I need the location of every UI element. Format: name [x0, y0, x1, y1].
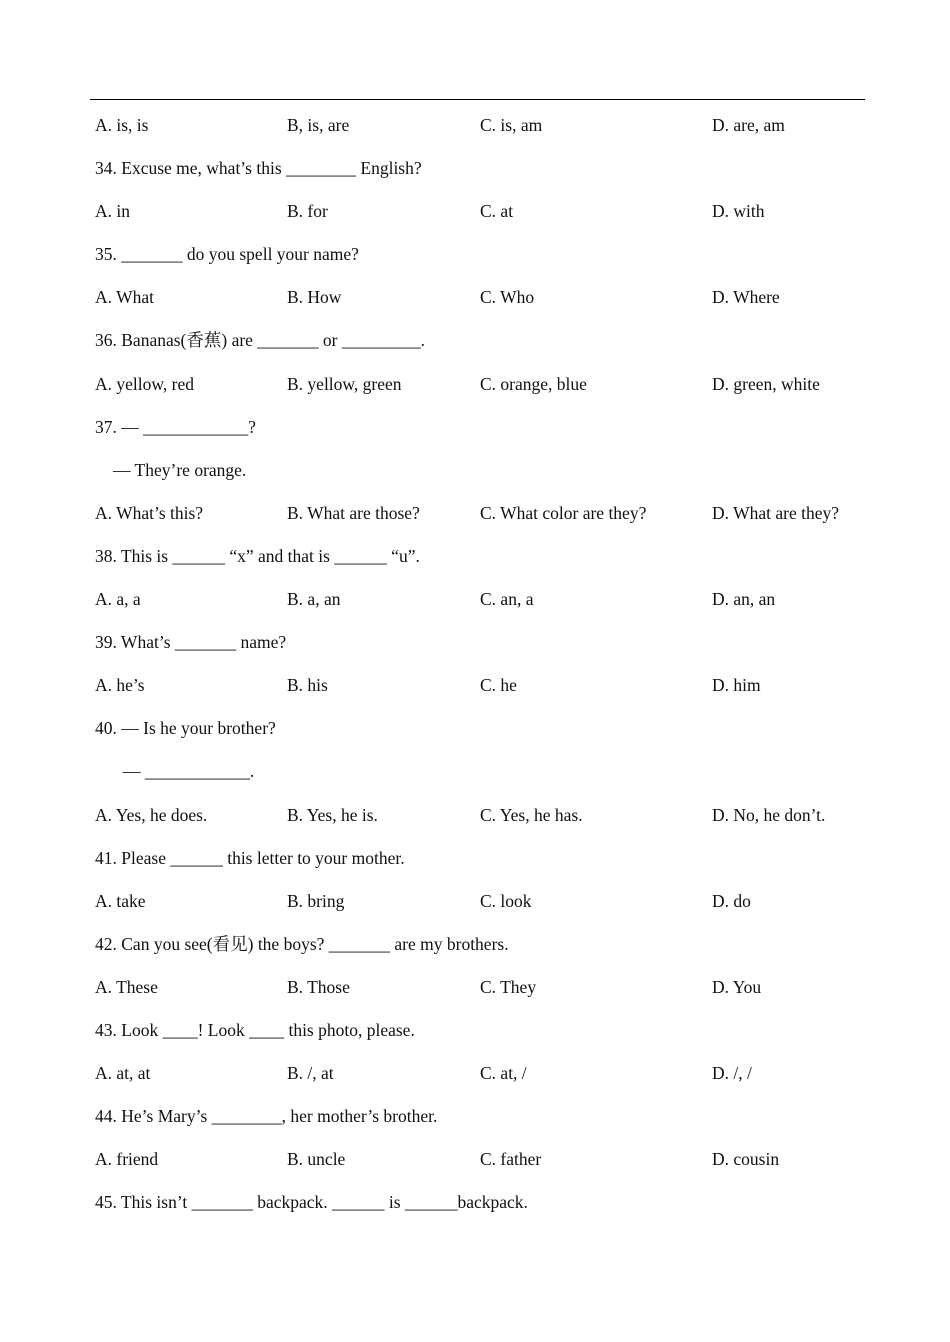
question-text: 40. — Is he your brother?: [95, 718, 276, 739]
answer-option-d: D. green, white: [712, 373, 820, 394]
answer-option-a: A. Yes, he does.: [95, 804, 208, 825]
question-text: 43. Look ____! Look ____ this photo, please.: [95, 1019, 415, 1040]
answer-option-c: C. is, am: [480, 115, 543, 135]
answer-option-d: D. cousin: [712, 1149, 780, 1170]
question-text: 39. What’s _______ name?: [95, 632, 287, 653]
answer-option-b: B. yellow, green: [287, 373, 402, 394]
answer-option-c: C. look: [480, 890, 532, 911]
answer-option-d: D. are, am: [712, 115, 785, 135]
answer-option-a: A. is, is: [95, 115, 149, 135]
answer-option-a: A. in: [95, 201, 130, 222]
answer-option-d: D. an, an: [712, 589, 776, 610]
answer-options-row: [95, 190, 865, 233]
dialogue-line: — They’re orange.: [113, 459, 247, 480]
answer-options-row: [95, 880, 865, 923]
answer-option-a: A. These: [95, 976, 158, 997]
answer-options-row: [95, 966, 865, 1009]
answer-options-row: [95, 1052, 865, 1095]
answer-option-c: C. Who: [480, 287, 535, 308]
answer-options-row: [95, 1138, 865, 1181]
answer-option-d: D. with: [712, 201, 765, 222]
answer-option-a: A. What’s this?: [95, 502, 204, 523]
answer-options-row: [95, 578, 865, 621]
answer-options-row: [95, 492, 865, 535]
question-text: 34. Excuse me, what’s this ________ English?: [95, 158, 422, 179]
question-text: 41. Please ______ this letter to your mother.: [95, 847, 405, 868]
answer-options-row: [95, 664, 865, 707]
question-text: 44. He’s Mary’s ________, her mother’s brother.: [95, 1106, 438, 1127]
answer-option-b: B. /, at: [287, 1063, 334, 1084]
answer-option-b: B. for: [287, 201, 328, 222]
question-text: 45. This isn’t _______ backpack. ______ is ______backpack.: [95, 1192, 528, 1213]
answer-option-c: C. Yes, he has.: [480, 804, 583, 825]
answer-options-row: [95, 104, 865, 147]
answer-option-d: D. No, he don’t.: [712, 804, 826, 825]
answer-option-b: B. bring: [287, 890, 345, 911]
answer-option-d: D. You: [712, 976, 762, 997]
answer-option-b: B. Those: [287, 976, 350, 997]
answer-option-d: D. do: [712, 890, 751, 911]
answer-option-b: B. his: [287, 675, 328, 696]
answer-option-c: C. at: [480, 201, 514, 222]
answer-option-b: B. uncle: [287, 1149, 346, 1170]
question-text: 35. _______ do you spell your name?: [95, 244, 359, 265]
answer-option-d: D. Where: [712, 287, 780, 308]
answer-option-a: A. a, a: [95, 589, 141, 610]
answer-option-d: D. him: [712, 675, 761, 696]
answer-option-c: C. he: [480, 675, 517, 696]
answer-option-a: A. friend: [95, 1149, 159, 1170]
answer-option-a: A. What: [95, 287, 154, 308]
answer-options-row: [95, 276, 865, 319]
answer-option-c: C. father: [480, 1149, 542, 1170]
answer-option-c: C. What color are they?: [480, 502, 647, 523]
answer-option-b: B, is, are: [287, 115, 350, 135]
question-text: 42. Can you see(看见) the boys? _______ are my brothers.: [95, 933, 509, 954]
question-text: 37. — ____________?: [95, 416, 256, 437]
header-rule: [90, 99, 865, 100]
answer-option-a: A. at, at: [95, 1063, 151, 1084]
exam-question-list: [95, 104, 865, 1224]
answer-options-row: [95, 794, 865, 837]
answer-option-b: B. What are those?: [287, 502, 420, 523]
answer-option-d: D. What are they?: [712, 502, 839, 523]
answer-option-a: A. he’s: [95, 675, 145, 696]
answer-option-c: C. at, /: [480, 1063, 527, 1084]
answer-option-b: B. Yes, he is.: [287, 804, 378, 825]
answer-option-c: C. They: [480, 976, 537, 997]
answer-option-a: A. yellow, red: [95, 373, 194, 394]
dialogue-line: — ____________.: [123, 761, 255, 782]
question-text: 38. This is ______ “x” and that is ______ “u”.: [95, 545, 420, 566]
answer-option-d: D. /, /: [712, 1063, 752, 1084]
answer-option-b: B. a, an: [287, 589, 341, 610]
answer-option-c: C. an, a: [480, 589, 534, 610]
answer-options-row: [95, 363, 865, 406]
question-text: 36. Bananas(香蕉) are _______ or _________.: [95, 330, 426, 351]
answer-option-c: C. orange, blue: [480, 373, 587, 394]
answer-option-b: B. How: [287, 287, 342, 308]
answer-option-a: A. take: [95, 890, 146, 911]
